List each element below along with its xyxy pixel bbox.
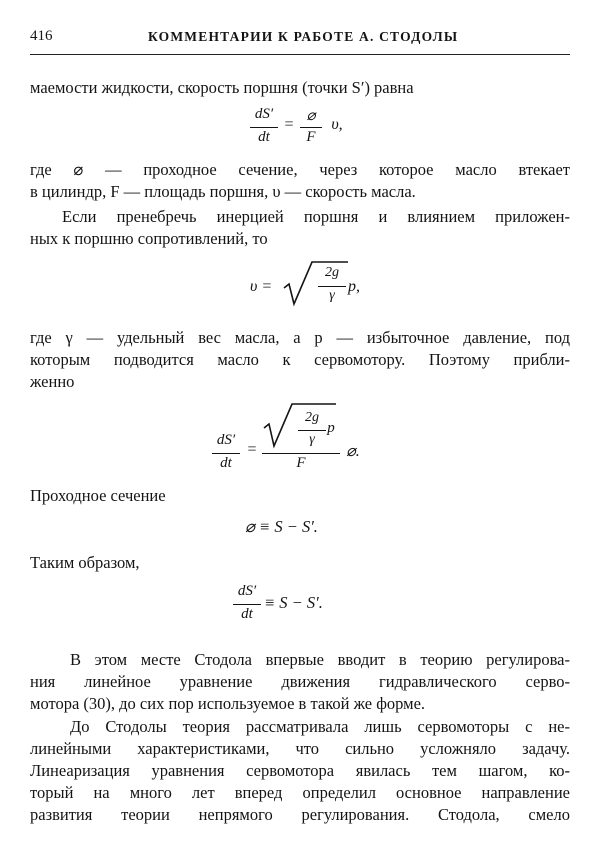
text-line: маемости жидкости, скорость поршня (точки S′) равна — [30, 78, 414, 97]
f3-lhs-bar — [212, 453, 240, 454]
text-line: в цилиндр, F — площадь поршня, υ — скорость масла. — [30, 182, 416, 201]
f1-rhs-num: ⌀ — [306, 108, 316, 124]
text-line: которым подводится масло к сервомотору. Поэтому прибли- — [30, 350, 570, 369]
f2-num: 2g — [325, 265, 339, 280]
f5-lhs-num: dS′ — [237, 583, 257, 599]
f1-rhs-den: F — [306, 129, 316, 145]
f1-rhs-bar — [300, 127, 322, 128]
text-line: Таким образом, — [30, 553, 140, 572]
f1-lhs-bar — [250, 127, 278, 128]
text-line: До Стодолы теория рассматривала лишь сервомоторы с не- — [70, 717, 570, 736]
f2-tail: p, — [348, 278, 360, 295]
text-line: торый на много лет вперед определил основное направление — [30, 783, 570, 802]
f1-eq: = — [284, 116, 294, 133]
running-head: КОММЕНТАРИИ К РАБОТЕ А. СТОДОЛЫ — [148, 29, 459, 44]
f3-inner-p: p — [327, 420, 335, 436]
text-line: где γ — удельный вес масла, а p — избыточное давление, под — [30, 328, 570, 347]
f3-inner-num: 2g — [305, 410, 319, 425]
f3-tail: ⌀. — [346, 443, 360, 460]
f1-tail: υ, — [331, 116, 343, 133]
text-line: ных к поршню сопротивлений, то — [30, 229, 268, 248]
f3-lhs-den: dt — [220, 455, 232, 471]
text-line: линейными характеристиками, что сильно усложняло задачу. — [30, 739, 570, 758]
f1-lhs-num: dS′ — [254, 106, 274, 122]
f5-lhs-den: dt — [241, 606, 253, 622]
f3-inner-den: γ — [309, 432, 315, 447]
f5-lhs-bar — [233, 604, 261, 605]
f2-bar — [318, 286, 346, 287]
text-line: женно — [30, 372, 75, 391]
f5-rhs: ≡ S − S′. — [264, 593, 323, 612]
f3-eq: = — [247, 441, 257, 458]
f2-lhs: υ = — [250, 278, 273, 295]
page-header — [30, 28, 570, 50]
text-line: где ⌀ — проходное сечение, через которое масло втекает — [30, 160, 570, 179]
f3-den: F — [296, 455, 306, 471]
f2-den: γ — [329, 288, 335, 303]
text-line: Проходное сечение — [30, 486, 166, 505]
header-rule — [30, 54, 570, 55]
text-line: ния линейное уравнение движения гидравлического серво- — [30, 672, 570, 691]
page-number: 416 — [30, 28, 53, 44]
formula-4: ⌀ ≡ S − S′. — [245, 517, 318, 536]
f3-inner-bar — [298, 430, 326, 431]
f1-lhs-den: dt — [258, 129, 270, 145]
f3-main-bar — [262, 453, 340, 454]
text-line: развития теории непрямого регулирования. Стодола, смело — [30, 805, 570, 824]
text-line: Линеаризация уравнения сервомотора явилась тем шагом, ко- — [30, 761, 570, 780]
text-line: Если пренебречь инерцией поршня и влиянием приложен- — [62, 207, 570, 226]
text-line: В этом месте Стодола впервые вводит в теорию регулирова- — [70, 650, 570, 669]
text-line: мотора (30), до сих пор используемое в такой же форме. — [30, 694, 426, 713]
f3-lhs-num: dS′ — [216, 432, 236, 448]
